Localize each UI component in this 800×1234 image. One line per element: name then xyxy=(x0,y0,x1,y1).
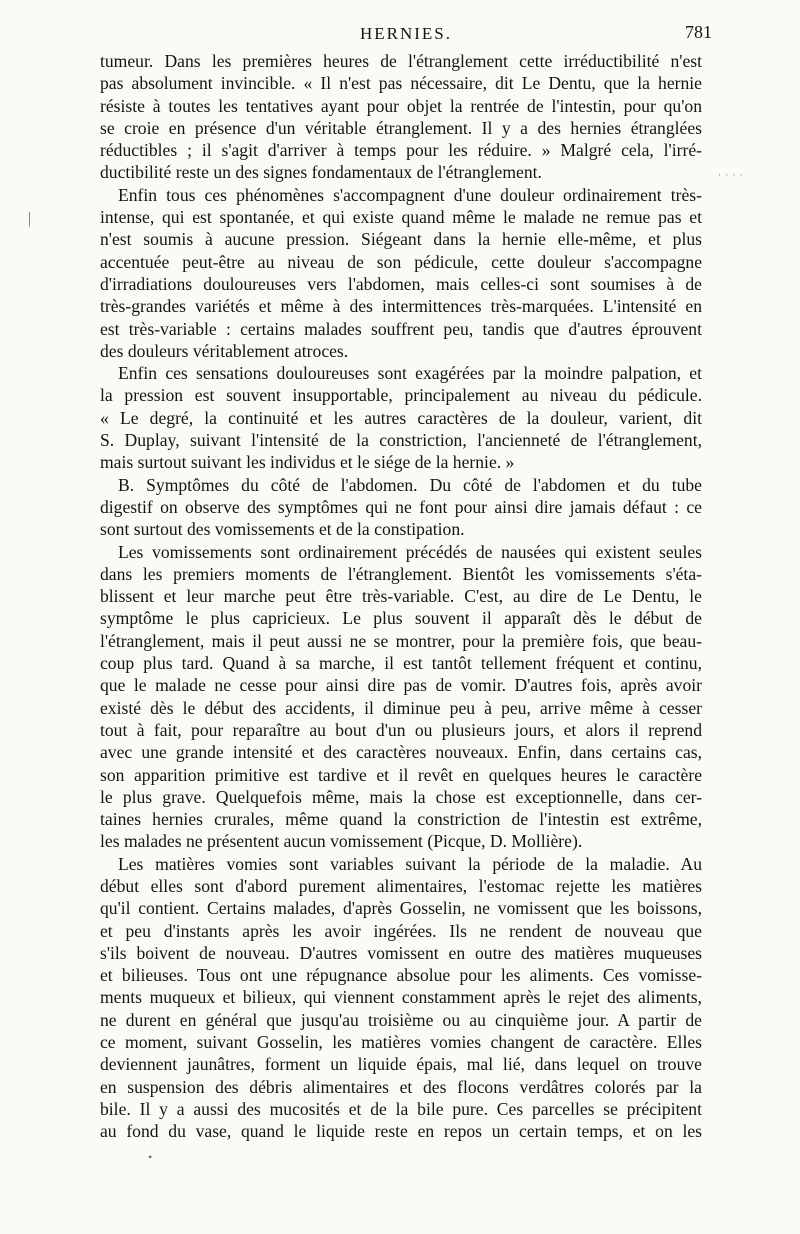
paragraph-abdomen-end xyxy=(100,518,702,540)
text-line: dans les premiers moments de l'étranglement. Bientôt les vomissements s'éta- xyxy=(100,563,702,584)
page-number: 781 xyxy=(685,22,712,42)
text-line: ductibilité reste un des signes fondamentaux de l'étranglement. xyxy=(100,162,542,183)
paragraph-palpation-body xyxy=(100,384,702,451)
text-line: B. Symptômes du côté de l'abdomen. Du côté de l'abdomen et du tube xyxy=(118,474,702,495)
text-line: est très-variable : certains malades souffrent peu, tandis que d'autres éprouvent xyxy=(100,318,702,339)
text-line: tumeur. Dans les premières heures de l'étranglement cette irréductibilité n'est xyxy=(100,51,702,71)
text-line: sont surtout des vomissements et de la constipation. xyxy=(100,519,465,540)
text-line: en suspension des débris alimentaires et des flocons verdâtres colorés par la xyxy=(100,1076,702,1097)
text-line: des douleurs véritablement atroces. xyxy=(100,340,349,361)
text-line: le plus grave. Quelquefois même, mais la chose est exceptionnelle, dans cer- xyxy=(100,786,702,807)
text-line: et bilieuses. Tous ont une répugnance absolue pour les aliments. Ces vomisse- xyxy=(100,965,702,986)
text-line: la pression est souvent insupportable, principalement au niveau du pédicule. xyxy=(100,385,702,406)
text-line: « Le degré, la continuité et les autres caractères de la douleur, varient, dit xyxy=(100,407,702,428)
paragraph-irreductibilite xyxy=(100,50,702,161)
margin-mark: | xyxy=(28,210,33,227)
paragraph-palpation-end xyxy=(100,451,702,473)
text-line: réductibles ; il s'agit d'arriver à temps pour les réduire. » Malgré cela, l'irré- xyxy=(100,140,702,161)
paragraph-vomissements xyxy=(100,541,702,563)
text-line: intense, qui est spontanée, et qui existe quand même le malade ne remue pas et xyxy=(100,207,702,228)
text-line: accentuée peut-être au niveau de son pédicule, cette douleur s'accompagne xyxy=(100,251,702,272)
paragraph-matieres xyxy=(100,853,702,875)
text-line: Enfin tous ces phénomènes s'accompagnent d'une douleur ordinairement très- xyxy=(118,184,702,205)
text-line: que le malade ne cesse pour ainsi dire pas de vomir. D'autres fois, après avoir xyxy=(100,675,702,696)
text-line: Les matières vomies sont variables suivant la période de la maladie. Au xyxy=(118,853,702,874)
text-line: se croie en présence d'un véritable étranglement. Il y a des hernies étranglées xyxy=(100,117,702,138)
text-line: mais surtout suivant les individus et le siége de la hernie. » xyxy=(100,452,515,473)
text-line: blissent et leur marche peut être très-variable. C'est, au dire de Le Dentu, le xyxy=(100,586,702,607)
text-line: ments muqueux et bilieux, qui viennent constamment après le rejet des aliments, xyxy=(100,987,702,1008)
paragraph-abdomen-body xyxy=(100,496,702,518)
text-line: d'irradiations douloureuses vers l'abdomen, mais celles-ci sont soumises à de xyxy=(100,273,702,294)
text-line: tout à fait, pour reparaître au bout d'un ou plusieurs jours, et alors il reprend xyxy=(100,719,702,740)
text-line: les malades ne présentent aucun vomissement (Picque, D. Mollière). xyxy=(100,831,583,852)
text-line: début elles sont d'abord purement alimentaires, l'estomac rejette les matières xyxy=(100,875,702,896)
text-line: l'étranglement, mais il peut aussi ne se montrer, pour la première fois, que beau- xyxy=(100,630,702,651)
text-line: digestif on observe des symptômes qui ne font pour ainsi dire jamais défaut : ce xyxy=(100,496,702,517)
paragraph-palpation xyxy=(100,362,702,384)
text-line: S. Duplay, suivant l'intensité de la constriction, l'ancienneté de l'étranglement, xyxy=(100,430,702,451)
text-line: très-grandes variétés et même à des intermittences très-marquées. L'intensité en xyxy=(100,296,702,317)
paragraph-douleur-body xyxy=(100,206,702,340)
text-line: Enfin ces sensations douloureuses sont exagérées par la moindre palpation, et xyxy=(118,363,702,384)
text-line: deviennent jaunâtres, forment un liquide épais, mal lié, dans lequel on trouve xyxy=(100,1054,702,1075)
text-line: et peu d'instants après les avoir ingérées. Ils ne rendent de nouveau que xyxy=(100,920,702,941)
paragraph-douleur xyxy=(100,184,702,206)
text-line: son apparition primitive est tardive et il revêt en quelques heures le caractère xyxy=(100,764,702,785)
text-line: Les vomissements sont ordinairement précédés de nausées qui existent seules xyxy=(118,541,702,562)
text-line: qu'il contient. Certains malades, d'après Gosselin, ne vomissent que les boissons, xyxy=(100,898,702,919)
text-line: n'est soumis à aucune pression. Siégeant dans la hernie elle-même, et plus xyxy=(100,229,702,250)
text-line: ne durent en général que jusqu'au troisième ou au cinquième jour. A partir de xyxy=(100,1009,702,1030)
paragraph-vomissements-body xyxy=(100,563,702,831)
ink-dot: • xyxy=(148,1150,154,1164)
paragraph-vomissements-end xyxy=(100,830,702,852)
running-title: HERNIES. xyxy=(359,24,453,43)
paragraph-matieres-body xyxy=(100,875,702,1143)
text-line: pas absolument invincible. « Il n'est pas nécessaire, dit Le Dentu, que la hernie xyxy=(100,73,702,94)
text-line: coup plus tard. Quand à sa marche, il est tantôt tellement fréquent et continu, xyxy=(100,653,702,674)
text-line: au fond du vase, quand le liquide reste en repos un certain temps, et on les xyxy=(100,1121,702,1142)
text-line: bile. Il y a aussi des mucosités et de la bile pure. Ces parcelles se précipitent xyxy=(100,1098,702,1119)
text-line: taines hernies crurales, même quand la constriction de l'intestin est extrême, xyxy=(100,809,702,830)
paragraph-irreductibilite-end xyxy=(100,161,702,183)
page-header xyxy=(100,22,712,52)
section-abdomen-heading xyxy=(100,474,702,496)
print-bleed-mark: · · · · xyxy=(718,170,744,180)
text-line: existé dès le début des accidents, il diminue peu à peu, arrive même à cesser xyxy=(100,697,702,718)
text-line: avec une grande intensité et des caractères nouveaux. Enfin, dans certains cas, xyxy=(100,742,702,763)
text-line: résiste à toutes les tentatives ayant pour objet la rentrée de l'intestin, pour qu'on xyxy=(100,95,702,116)
paragraph-douleur-end xyxy=(100,340,702,362)
text-line: s'ils boivent de nouveau. D'autres vomissent en outre des matières muqueuses xyxy=(100,942,702,963)
body-text xyxy=(100,50,702,1143)
text-line: symptôme le plus capricieux. Le plus souvent il apparaît dès le début de xyxy=(100,608,702,629)
text-line: ce moment, suivant Gosselin, les matières vomies changent de caractère. Elles xyxy=(100,1032,702,1053)
